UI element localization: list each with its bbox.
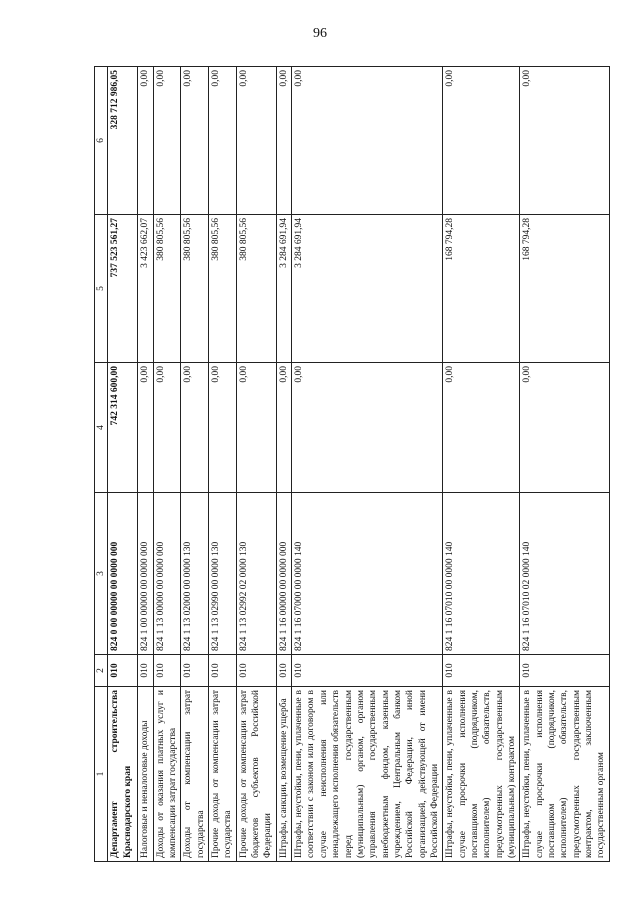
table-row [520,67,609,862]
row-code: 010 [153,655,181,687]
table-row [108,67,138,862]
row-code: 010 [209,655,237,687]
column-number: 6 [95,67,108,215]
row-value-col4: 0,00 [181,363,209,493]
table-row [276,67,291,862]
row-value-col6: 0,00 [292,67,443,215]
row-kbk: 824 0 00 00000 00 0000 000 [108,493,138,655]
row-code: 010 [292,655,443,687]
table-row [292,67,443,862]
row-name: Штрафы, санкции, возмещение ущерба [276,687,291,862]
revenue-table [94,66,610,862]
row-value-col4: 0,00 [292,363,443,493]
row-value-col5: 3 284 691,94 [276,215,291,363]
row-kbk: 824 1 00 00000 00 0000 000 [138,493,153,655]
row-code: 010 [236,655,276,687]
row-value-col5: 380 805,56 [236,215,276,363]
column-number: 3 [95,493,108,655]
row-kbk: 824 1 16 07010 02 0000 140 [520,493,609,655]
row-name: Штрафы, неустойки, пени, уплаченные в случае просрочки исполнения поставщиком (подрядчиком, исполнителем) обязательств, предусмотренных государственным контрактом, заключенным государственным органом [520,687,609,862]
row-value-col6: 0,00 [138,67,153,215]
column-number: 2 [95,655,108,687]
table-row [236,67,276,862]
row-name: Налоговые и неналоговые доходы [138,687,153,862]
row-value-col6: 0,00 [209,67,237,215]
row-value-col5: 3 423 662,07 [138,215,153,363]
row-name: Штрафы, неустойки, пени, уплаченные в соответствии с законом или договором в случае неисполнения или ненадлежащего исполнения обязательств перед государственным (муниципальным) органом, органом управления государственным внебюджетным фондом, казенным учреждением, Центральным банком Российской Федерации, иной организацией, действующей от имени Российской Федерации [292,687,443,862]
column-number: 5 [95,215,108,363]
row-code: 010 [138,655,153,687]
row-value-col5: 380 805,56 [209,215,237,363]
row-code: 010 [276,655,291,687]
row-value-col6: 0,00 [520,67,609,215]
row-code: 010 [443,655,520,687]
row-value-col6: 0,00 [276,67,291,215]
row-value-col5: 168 794,28 [520,215,609,363]
row-value-col4: 0,00 [443,363,520,493]
row-kbk: 824 1 16 00000 00 0000 000 [276,493,291,655]
row-kbk: 824 1 13 02990 00 0000 130 [209,493,237,655]
row-value-col6: 0,00 [443,67,520,215]
row-code: 010 [181,655,209,687]
row-value-col6: 0,00 [181,67,209,215]
row-kbk: 824 1 13 02992 02 0000 130 [236,493,276,655]
page-number: 96 [313,26,327,41]
row-value-col4: 0,00 [276,363,291,493]
row-value-col6: 0,00 [153,67,181,215]
row-value-col4: 0,00 [209,363,237,493]
row-kbk: 824 1 13 00000 00 0000 000 [153,493,181,655]
row-name: Прочие доходы от компенсации затрат бюджетов субъектов Российской Федерации [236,687,276,862]
row-name: Прочие доходы от компенсации затрат государства [209,687,237,862]
row-value-col5: 3 284 691,94 [292,215,443,363]
row-kbk: 824 1 16 07000 00 0000 140 [292,493,443,655]
row-name: Доходы от компенсации затрат государства [181,687,209,862]
row-code: 010 [108,655,138,687]
row-value-col6: 0,00 [236,67,276,215]
row-value-col4: 0,00 [153,363,181,493]
row-name: Штрафы, неустойки, пени, уплаченные в случае просрочки исполнения поставщиком (подрядчиком, исполнителем) обязательств, предусмотренных государственным (муниципальным) контрактом [443,687,520,862]
row-value-col5: 380 805,56 [181,215,209,363]
row-value-col4: 0,00 [520,363,609,493]
table-row [153,67,181,862]
row-value-col6: 328 712 986,05 [108,67,138,215]
table-row [443,67,520,862]
table-row [181,67,209,862]
row-value-col5: 380 805,56 [153,215,181,363]
column-number-row [95,67,108,862]
row-kbk: 824 1 16 07010 00 0000 140 [443,493,520,655]
row-value-col4: 742 314 600,00 [108,363,138,493]
row-kbk: 824 1 13 02000 00 0000 130 [181,493,209,655]
row-value-col4: 0,00 [236,363,276,493]
rotated-table-area [94,67,607,862]
row-code: 010 [520,655,609,687]
table-row [138,67,153,862]
column-number: 4 [95,363,108,493]
column-number: 1 [95,687,108,862]
row-value-col5: 168 794,28 [443,215,520,363]
table-row [209,67,237,862]
rotated-table-container [94,67,607,862]
row-value-col4: 0,00 [138,363,153,493]
row-name: Доходы от оказания платных услуг и компенсации затрат государства [153,687,181,862]
row-name: Департамент строительства Краснодарского края [108,687,138,862]
row-value-col5: 737 523 561,27 [108,215,138,363]
